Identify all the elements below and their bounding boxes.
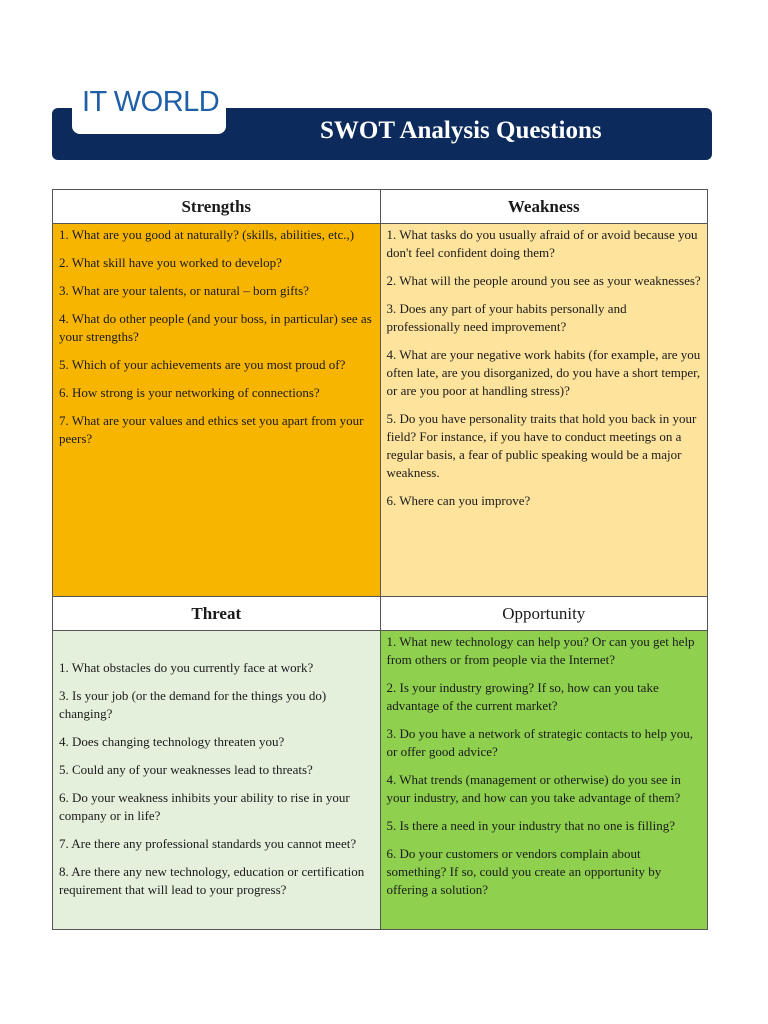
question-item: 7. What are your values and ethics set you apart from your peers? (59, 413, 364, 446)
question-item: 3. Is your job (or the demand for the things you do) changing? (59, 688, 327, 721)
question-item: 3. Does any part of your habits personally and professionally need improvement? (386, 301, 627, 334)
question-item: 1. What obstacles do you currently face at work? (59, 660, 314, 675)
threat-cell (53, 631, 381, 930)
question-item: 5. Could any of your weaknesses lead to threats? (59, 762, 313, 777)
question-item: 4. What do other people (and your boss, in particular) see as your strengths? (59, 311, 372, 344)
strengths-heading: Strengths (53, 190, 381, 224)
strengths-cell (53, 224, 381, 597)
logo-text: IT WORLD (82, 86, 220, 118)
question-item: 6. Do your weakness inhibits your ability to rise in your company or in life? (59, 790, 350, 823)
weakness-heading: Weakness (380, 190, 708, 224)
weakness-list (387, 226, 702, 510)
question-item: 6. How strong is your networking of connections? (59, 385, 320, 400)
question-item: 2. What skill have you worked to develop? (59, 255, 282, 270)
threat-heading: Threat (53, 597, 381, 631)
strengths-list (59, 226, 374, 448)
question-item: 7. Are there any professional standards you cannot meet? (59, 836, 357, 851)
question-item: 2. What will the people around you see as your weaknesses? (386, 273, 701, 288)
question-item: 1. What are you good at naturally? (skills, abilities, etc.,) (59, 227, 355, 242)
question-item: 4. What are your negative work habits (for example, are you often late, are you disorganized, do you have a short temper, or are you poor at handling stress)? (386, 347, 701, 398)
weakness-cell (380, 224, 708, 597)
question-item: 5. Do you have personality traits that hold you back in your field? For instance, if you have to conduct meetings on a regular basis, a fear of public speaking would be a major weakness. (386, 411, 697, 480)
question-item: 4. What trends (management or otherwise) do you see in your industry, and how can you take advantage of them? (386, 772, 681, 805)
question-item: 3. Do you have a network of strategic contacts to help you, or offer good advice? (386, 726, 693, 759)
opportunity-list (387, 633, 702, 899)
question-item: 2. Is your industry growing? If so, how can you take advantage of the current market? (386, 680, 659, 713)
logo (72, 78, 226, 134)
question-item: 5. Is there a need in your industry that no one is filling? (386, 818, 675, 833)
question-item: 4. Does changing technology threaten you? (59, 734, 285, 749)
question-item: 1. What new technology can help you? Or can you get help from others or from people via the Internet? (386, 634, 695, 667)
question-item: 6. Do your customers or vendors complain about something? If so, could you create an opportunity by offering a solution? (386, 846, 662, 897)
opportunity-heading: Opportunity (380, 597, 708, 631)
question-item: 3. What are your talents, or natural – born gifts? (59, 283, 309, 298)
question-item: 1. What tasks do you usually afraid of or avoid because you don't feel confident doing them? (386, 227, 698, 260)
page-title: SWOT Analysis Questions (320, 117, 602, 144)
opportunity-cell (380, 631, 708, 930)
swot-table (52, 189, 708, 930)
question-item: 5. Which of your achievements are you most proud of? (59, 357, 346, 372)
question-item: 6. Where can you improve? (386, 493, 531, 508)
threat-list (59, 659, 374, 899)
question-item: 8. Are there any new technology, education or certification requirement that will lead to your progress? (59, 864, 365, 897)
